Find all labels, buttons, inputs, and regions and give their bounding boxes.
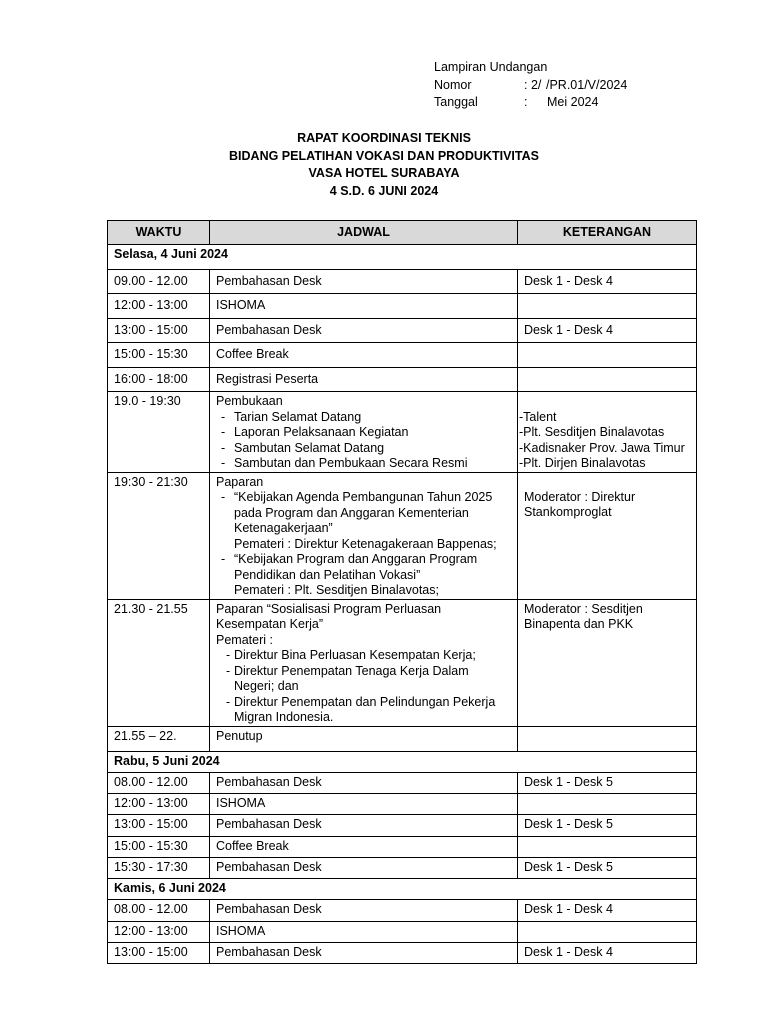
note-line: -Talent — [519, 409, 557, 424]
agenda-cell: Pembahasan Desk — [210, 270, 518, 294]
speakers-list — [216, 648, 511, 726]
time-cell: 12:00 - 13:00 — [108, 921, 210, 942]
time-cell: 21.55 – 22. — [108, 726, 210, 751]
agenda-cell — [210, 599, 518, 726]
schedule-table — [107, 220, 697, 964]
note-cell: Moderator : Direktur Stankomproglat — [518, 472, 697, 599]
list-item: - Tarian Selamat Datang — [216, 410, 511, 426]
note-cell — [518, 921, 697, 942]
title-line: BIDANG PELATIHAN VOKASI DAN PRODUKTIVITAS — [229, 148, 539, 163]
attachment-label: Lampiran Undangan — [434, 60, 548, 74]
list-item: - Laporan Pelaksanaan Kegiatan — [216, 425, 511, 441]
table-row — [108, 772, 697, 793]
tanggal-sep: : — [524, 95, 528, 109]
table-row — [108, 368, 697, 392]
agenda-title: Paparan — [216, 474, 264, 489]
note-cell — [518, 294, 697, 319]
agenda-cell: Pembahasan Desk — [210, 319, 518, 343]
day-row — [108, 878, 697, 899]
agenda-cell: ISHOMA — [210, 921, 518, 942]
note-line: -Plt. Dirjen Binalavotas — [519, 456, 646, 470]
table-row — [108, 793, 697, 814]
list-item: - Sambutan dan Pembukaan Secara Resmi — [216, 456, 511, 472]
time-cell: 21.30 - 21.55 — [108, 599, 210, 726]
time-cell: 15:00 - 15:30 — [108, 343, 210, 368]
table-row — [108, 836, 697, 857]
paparan-topic: “Kebijakan Program dan Anggaran Program Pendidikan dan Pelatihan Vokasi” — [234, 552, 478, 582]
list-item — [216, 552, 511, 599]
note-cell — [518, 392, 697, 473]
nomor-value: /PR.01/V/2024 — [546, 77, 628, 92]
paparan-row — [108, 472, 697, 599]
agenda-cell: Registrasi Peserta — [210, 368, 518, 392]
attachment-header — [434, 59, 627, 112]
table-header-row — [108, 221, 697, 245]
tanggal-key: Tanggal — [434, 95, 478, 109]
note-cell — [518, 343, 697, 368]
time-cell: 19:30 - 21:30 — [108, 472, 210, 599]
time-cell: 13:00 - 15:00 — [108, 814, 210, 836]
day-row — [108, 245, 697, 270]
note-cell: Desk 1 - Desk 5 — [518, 814, 697, 836]
note-cell: Desk 1 - Desk 5 — [518, 857, 697, 878]
paparan-topic: “Kebijakan Agenda Pembangunan Tahun 2025 pada Program dan Anggaran Kementerian Ketenagakerjaan” — [234, 490, 493, 535]
header-keterangan: KETERANGAN — [518, 221, 697, 245]
agenda-cell: Pembahasan Desk — [210, 857, 518, 878]
agenda-cell — [210, 472, 518, 599]
paparan-row — [108, 599, 697, 726]
table-row — [108, 942, 697, 963]
nomor-row — [434, 77, 627, 95]
document-title — [0, 130, 768, 200]
time-cell: 15:30 - 17:30 — [108, 857, 210, 878]
agenda-cell: ISHOMA — [210, 294, 518, 319]
agenda-cell: Pembahasan Desk — [210, 942, 518, 963]
nomor-key: Nomor — [434, 77, 472, 92]
time-cell: 08.00 - 12.00 — [108, 899, 210, 921]
table-row — [108, 857, 697, 878]
paparan-speaker: Pemateri : Direktur Ketenagakeraan Bappenas; — [234, 536, 497, 551]
tanggal-value: Mei 2024 — [547, 95, 599, 109]
note-cell: Desk 1 - Desk 4 — [518, 899, 697, 921]
day-label: Selasa, 4 Juni 2024 — [108, 245, 697, 270]
list-item: - Direktur Penempatan Tenaga Kerja Dalam Negeri; dan — [216, 664, 511, 695]
note-cell — [518, 793, 697, 814]
table-row — [108, 319, 697, 343]
speakers-label: Pemateri : — [216, 632, 273, 647]
list-item — [216, 490, 511, 552]
time-cell: 13:00 - 15:00 — [108, 942, 210, 963]
list-item: - Sambutan Selamat Datang — [216, 441, 511, 457]
agenda-title: Paparan “Sosialisasi Program Perluasan Kesempatan Kerja” — [216, 601, 442, 631]
note-cell — [518, 726, 697, 751]
agenda-cell: Pembahasan Desk — [210, 814, 518, 836]
agenda-cell — [210, 392, 518, 473]
list-item: - Direktur Penempatan dan Pelindungan Pekerja Migran Indonesia. — [216, 695, 511, 726]
time-cell: 09.00 - 12.00 — [108, 270, 210, 294]
agenda-cell: ISHOMA — [210, 793, 518, 814]
time-cell: 13:00 - 15:00 — [108, 319, 210, 343]
time-cell: 16:00 - 18:00 — [108, 368, 210, 392]
table-row — [108, 343, 697, 368]
list-item: - Direktur Bina Perluasan Kesempatan Kerja; — [216, 648, 511, 664]
agenda-cell: Pembahasan Desk — [210, 772, 518, 793]
note-line: -Plt. Sesditjen Binalavotas — [519, 425, 665, 439]
agenda-cell: Pembahasan Desk — [210, 899, 518, 921]
agenda-cell: Coffee Break — [210, 836, 518, 857]
time-cell: 12:00 - 13:00 — [108, 294, 210, 319]
note-cell: Desk 1 - Desk 4 — [518, 319, 697, 343]
note-line: -Kadisnaker Prov. Jawa Timur — [519, 440, 685, 455]
note-cell — [518, 836, 697, 857]
table-row — [108, 814, 697, 836]
note-cell: Desk 1 - Desk 5 — [518, 772, 697, 793]
day-label: Kamis, 6 Juni 2024 — [108, 878, 697, 899]
title-line: RAPAT KOORDINASI TEKNIS — [297, 131, 471, 145]
time-cell: 19.0 - 19:30 — [108, 392, 210, 473]
opening-list — [216, 410, 511, 472]
title-line: 4 S.D. 6 JUNI 2024 — [329, 183, 439, 198]
title-line: VASA HOTEL SURABAYA — [308, 166, 460, 180]
time-cell: 15:00 - 15:30 — [108, 836, 210, 857]
note-cell: Desk 1 - Desk 4 — [518, 942, 697, 963]
nomor-sep: : 2/ — [524, 77, 542, 92]
note-cell — [518, 368, 697, 392]
day-label: Rabu, 5 Juni 2024 — [108, 751, 697, 772]
header-jadwal: JADWAL — [210, 221, 518, 245]
paparan-list — [216, 490, 511, 599]
paparan-speaker: Pemateri : Plt. Sesditjen Binalavotas; — [234, 583, 439, 597]
header-waktu: WAKTU — [108, 221, 210, 245]
table-row — [108, 294, 697, 319]
table-row — [108, 899, 697, 921]
note-cell: Moderator : Sesditjen Binapenta dan PKK — [518, 599, 697, 726]
table-row — [108, 726, 697, 751]
agenda-cell: Penutup — [210, 726, 518, 751]
day-row — [108, 751, 697, 772]
agenda-cell: Coffee Break — [210, 343, 518, 368]
tanggal-row — [434, 94, 627, 112]
opening-row — [108, 392, 697, 473]
time-cell: 12:00 - 13:00 — [108, 793, 210, 814]
table-row — [108, 270, 697, 294]
time-cell: 08.00 - 12.00 — [108, 772, 210, 793]
note-cell: Desk 1 - Desk 4 — [518, 270, 697, 294]
agenda-title: Pembukaan — [216, 394, 283, 408]
table-row — [108, 921, 697, 942]
